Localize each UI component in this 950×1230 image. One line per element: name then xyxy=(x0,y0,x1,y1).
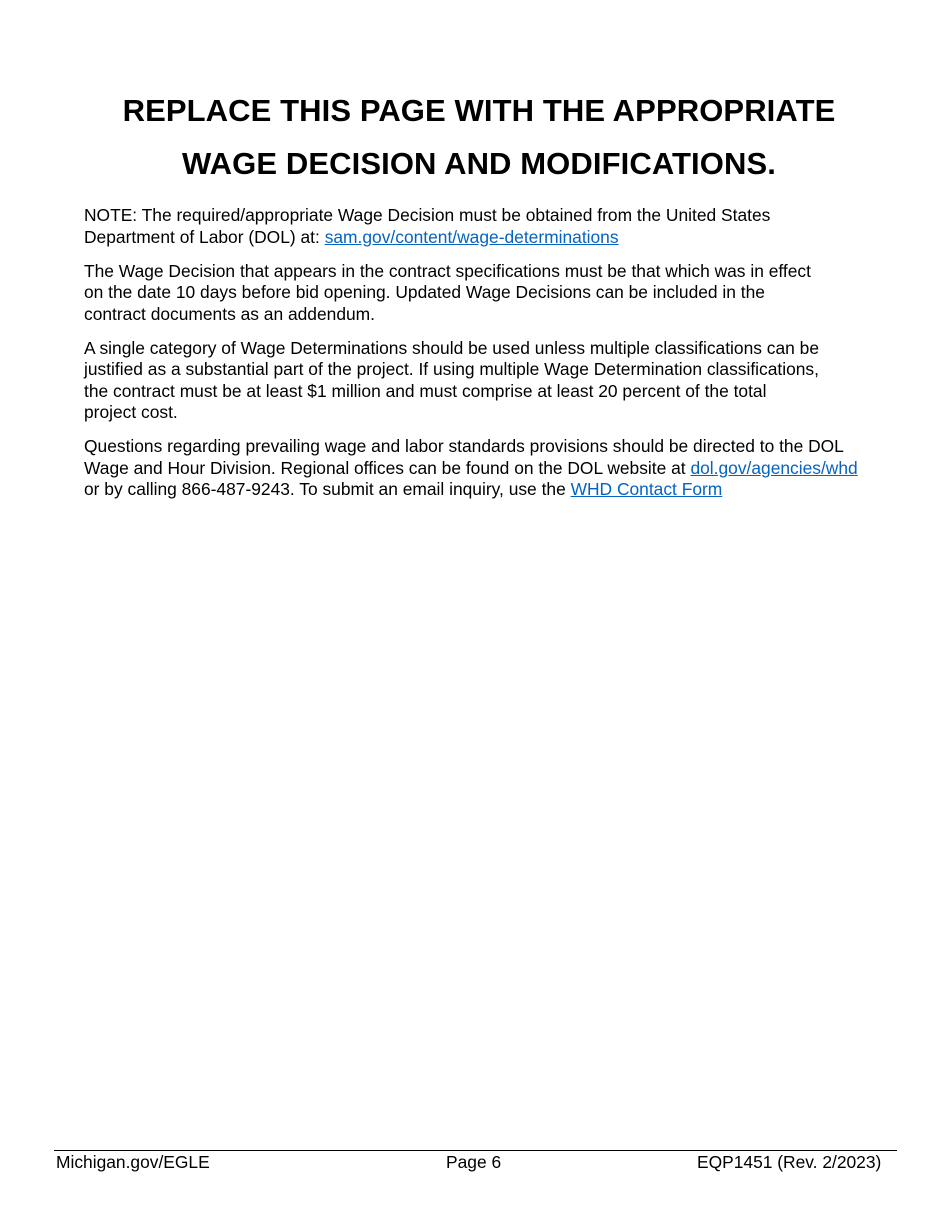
wage-determinations-link[interactable]: sam.gov/content/wage-determinations xyxy=(324,226,619,247)
effective-line-2: on the date 10 days before bid opening. Updated Wage Decisions can be included in the xyxy=(84,282,765,302)
effective-line-3: contract documents as an addendum. xyxy=(84,303,375,324)
footer-divider xyxy=(54,1150,897,1151)
effective-line-1: The Wage Decision that appears in the contract specifications must be that which was in effect xyxy=(84,260,811,281)
heading-line-2: WAGE DECISION AND MODIFICATIONS. xyxy=(182,146,776,181)
category-line-3: the contract must be at least $1 million and must comprise at least 20 percent of the total xyxy=(84,380,767,401)
category-line-4: project cost. xyxy=(84,402,178,422)
footer-form-number: EQP1451 (Rev. 2/2023) xyxy=(697,1152,882,1172)
footer-website: Michigan.gov/EGLE xyxy=(56,1152,210,1172)
note-paragraph xyxy=(84,205,934,248)
questions-paragraph xyxy=(84,436,934,501)
body-content xyxy=(84,205,934,513)
note-line-2-text: Department of Labor (DOL) at: xyxy=(84,226,325,247)
whd-contact-form-link[interactable]: WHD Contact Form xyxy=(570,479,723,499)
questions-line-1: Questions regarding prevailing wage and labor standards provisions should be directed to the DOL xyxy=(84,436,844,456)
questions-line-2 xyxy=(84,458,934,480)
effective-date-paragraph xyxy=(84,261,934,326)
note-line-2 xyxy=(84,227,934,249)
note-line-1: NOTE: The required/appropriate Wage Decision must be obtained from the United States xyxy=(84,205,771,225)
questions-line-3-text: or by calling 866-487-9243. To submit an email inquiry, use the xyxy=(84,479,571,499)
category-line-1: A single category of Wage Determinations should be used unless multiple classifications can be xyxy=(84,337,819,358)
questions-line-2-text: Wage and Hour Division. Regional offices can be found on the DOL website at xyxy=(84,457,691,478)
page-heading xyxy=(0,84,950,190)
category-paragraph xyxy=(84,338,934,424)
questions-line-3 xyxy=(84,479,934,501)
heading-line-1: REPLACE THIS PAGE WITH THE APPROPRIATE xyxy=(122,93,836,128)
category-line-2: justified as a substantial part of the project. If using multiple Wage Determination classifications, xyxy=(84,359,819,379)
footer-page-number: Page 6 xyxy=(446,1152,502,1172)
dol-whd-link[interactable]: dol.gov/agencies/whd xyxy=(690,457,858,478)
